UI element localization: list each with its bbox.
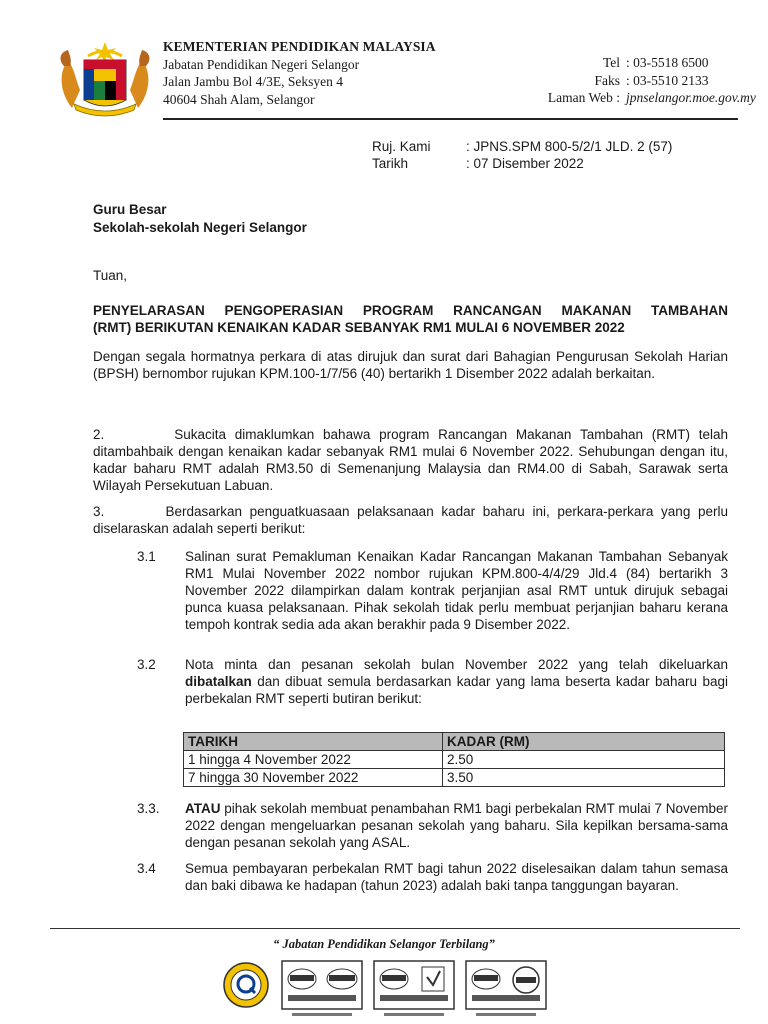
subject-line-1: PENYELARASAN PENGOPERASIAN PROGRAM RANCANGAN MAKANAN TAMBAHAN xyxy=(93,303,728,318)
table-cell: 7 hingga 30 November 2022 xyxy=(184,769,443,787)
contact-block xyxy=(500,54,756,107)
table-header: KADAR (RM) xyxy=(443,733,725,751)
item-text: Salinan surat Pemakluman Kenaikan Kadar Rancangan Makanan Tambahan Sebanyak RM1 Mulai November 2022 nombor rujukan KPM.800-4/4/29 Jld.4 (84) bertarikh 3 November 2022 dilampirkan dalam kontrak perjanjian asal RMT untuk dirujuk sebagai punca kuasa pelaksanaan. Pihak sekolah tidak perlu membuat perjanjian baharu kerana tempoh kontrak sedia ada akan berakhir pada 9 Disember 2022. xyxy=(185,549,728,632)
item-text-part: pihak sekolah membuat penambahan RM1 bagi perbekalan RMT mulai 7 November 2022 dengan mengeluarkan pesanan sekolah yang baharu. Sila kepilkan bersama-sama dengan pesanan sekolah yang ASAL. xyxy=(185,801,728,850)
item-3-1 xyxy=(137,548,728,633)
address-line-1: Jalan Jambu Bol 4/3E, Seksyen 4 xyxy=(163,74,343,89)
organization-block xyxy=(163,38,436,108)
ref-label: Ruj. Kami xyxy=(372,139,431,154)
addressee-block xyxy=(93,201,307,236)
fax-label: Faks xyxy=(594,72,620,88)
malaysia-coat-of-arms-icon xyxy=(50,38,160,118)
addressee-title: Guru Besar xyxy=(93,202,167,217)
table-cell: 2.50 xyxy=(443,751,725,769)
item-text-emphasis: ATAU xyxy=(185,801,221,816)
item-3-3 xyxy=(137,800,728,851)
item-text xyxy=(185,656,728,707)
salutation: Tuan, xyxy=(93,268,128,283)
item-text xyxy=(185,800,728,851)
item-text: Semua pembayaran perbekalan RMT bagi tahun 2022 diselesaikan dalam tahun semasa dan baki dibawa ke hadapan (tahun 2023) adalah baki tanpa tanggungan bayaran. xyxy=(185,861,728,893)
table-header: TARIKH xyxy=(184,733,443,751)
subject-line-2: (RMT) BERIKUTAN KENAIKAN KADAR SEBANYAK RM1 MULAI 6 NOVEMBER 2022 xyxy=(93,320,625,335)
web-label: Laman Web : xyxy=(547,90,620,105)
date-label: Tarikh xyxy=(372,156,409,171)
item-number: 3.2 xyxy=(137,657,156,672)
table-row xyxy=(184,751,725,769)
table-row xyxy=(184,769,725,787)
address-line-2: 40604 Shah Alam, Selangor xyxy=(163,91,315,107)
item-text-part: Nota minta dan pesanan sekolah bulan November 2022 yang telah dikeluarkan xyxy=(185,657,728,672)
item-number: 3.1 xyxy=(137,549,156,564)
table-cell: 1 hingga 4 November 2022 xyxy=(184,751,443,769)
date-value: : 07 Disember 2022 xyxy=(466,156,584,171)
item-text-emphasis: dibatalkan xyxy=(185,674,252,689)
letterhead-divider xyxy=(163,118,738,120)
rate-table xyxy=(183,732,725,787)
item-number: 3.4 xyxy=(137,861,156,876)
item-3-4 xyxy=(137,860,728,894)
item-text-part: dan dibuat semula berdasarkan kadar yang lama beserta kadar baharu bagi perbekalan RMT seperti butiran berikut: xyxy=(185,674,728,706)
web-link[interactable]: jpnselangor.moe.gov.my xyxy=(626,90,756,105)
table-header-row xyxy=(184,733,725,751)
addressee-org: Sekolah-sekolah Negeri Selangor xyxy=(93,219,307,235)
table-cell: 3.50 xyxy=(443,769,725,787)
paragraph-3: 3. Berdasarkan penguatkuasaan pelaksanaan kadar baharu ini, perkara-perkara yang perlu diselaraskan adalah seperti berikut: xyxy=(93,504,732,536)
tel-label: Tel xyxy=(602,55,620,70)
footer-motto: “ Jabatan Pendidikan Selangor Terbilang” xyxy=(273,937,495,951)
reference-block xyxy=(372,138,672,172)
iso-certification-logos-icon xyxy=(222,955,552,1021)
item-number: 3.3. xyxy=(137,801,160,816)
letter-subject xyxy=(93,302,728,336)
ref-value: : JPNS.SPM 800-5/2/1 JLD. 2 (57) xyxy=(466,139,673,154)
tel-value: : 03-5518 6500 xyxy=(626,55,709,70)
department-name: Jabatan Pendidikan Negeri Selangor xyxy=(163,56,360,72)
paragraph-2: 2. Sukacita dimaklumkan bahawa program Rancangan Makanan Tambahan (RMT) telah ditambahbaik dengan kenaikan kadar sebanyak RM1 mulai 6 November 2022. Sehubungan dengan itu, kadar baharu RMT adalah RM3.50 di Semenanjung Malaysia dan RM4.00 di Sabah, Sarawak serta Wilayah Persekutuan Labuan. xyxy=(93,427,732,493)
footer-divider xyxy=(50,928,740,929)
fax-value: : 03-5510 2133 xyxy=(626,72,709,88)
item-3-2 xyxy=(137,656,728,707)
intro-paragraph: Dengan segala hormatnya perkara di atas dirujuk dan surat dari Bahagian Pengurusan Sekolah Harian (BPSH) bernombor rujukan KPM.100-1/7/56 (40) bertarikh 1 Disember 2022 adalah berkaitan. xyxy=(93,349,728,381)
ministry-name: KEMENTERIAN PENDIDIKAN MALAYSIA xyxy=(163,39,436,54)
